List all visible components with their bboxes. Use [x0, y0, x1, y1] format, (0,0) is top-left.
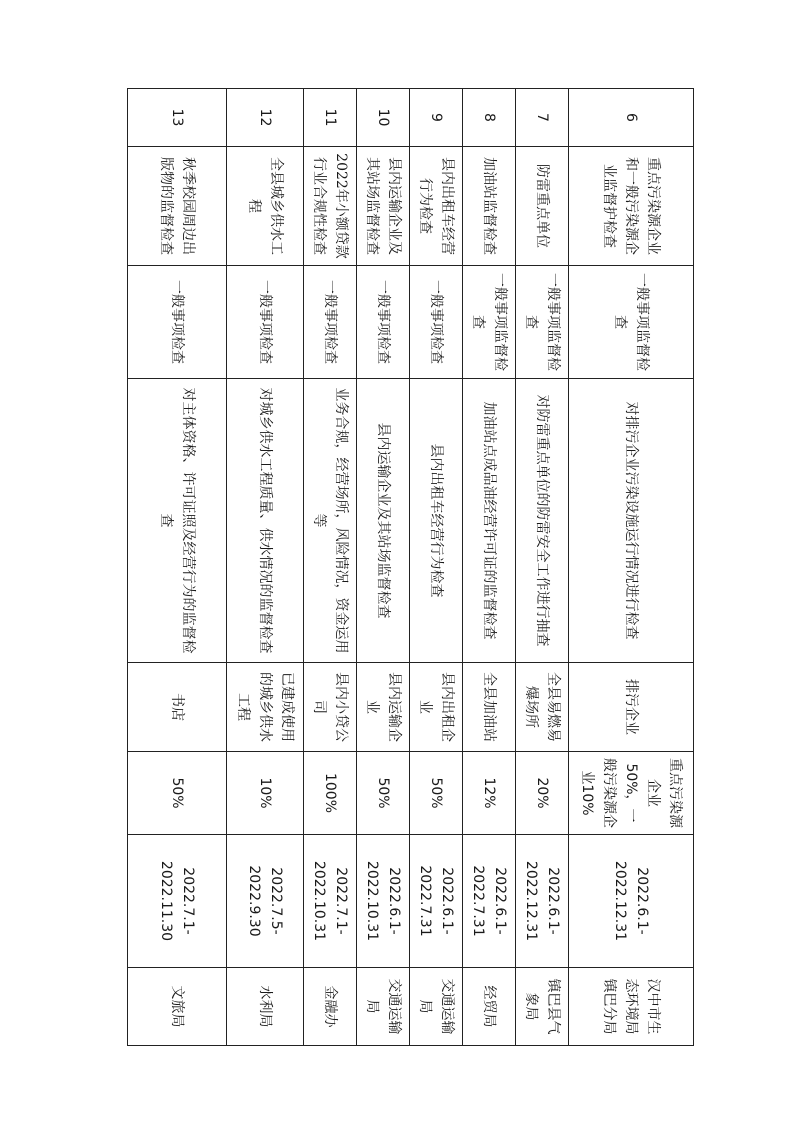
check-period: 2022.6.1-2022.12.31: [569, 835, 694, 968]
check-type: 一般事项监督检查: [516, 266, 569, 379]
check-ratio: 12%: [463, 752, 516, 835]
check-content: 业务合规，经营场所，风险情况，资金运用等: [303, 379, 356, 663]
check-ratio: 50%: [409, 752, 462, 835]
check-object: 县内运输企业: [356, 663, 409, 752]
row-number: 7: [516, 89, 569, 147]
item-name: 全县城乡供水工程: [226, 147, 303, 266]
item-name: 县内出租车经营行为检查: [409, 147, 462, 266]
check-type: 一般事项监督检查: [569, 266, 694, 379]
check-type: 一般事项检查: [128, 266, 227, 379]
check-object: 书店: [128, 663, 227, 752]
check-content: 加油站点成品油经营许可证的监督检查: [463, 379, 516, 663]
responsible-dept: 镇巴县气象局: [516, 968, 569, 1046]
table-row: [128, 89, 227, 1046]
check-period: 2022.7.1-2022.11.30: [128, 835, 227, 968]
check-object: 县内小贷公司: [303, 663, 356, 752]
table-row: [409, 89, 462, 1046]
check-type: 一般事项检查: [226, 266, 303, 379]
table-row: [226, 89, 303, 1046]
check-type: 一般事项检查: [409, 266, 462, 379]
item-name: 2022年小额贷款行业合规性检查: [303, 147, 356, 266]
responsible-dept: 汉中市生态环境局镇巴分局: [569, 968, 694, 1046]
row-number: 10: [356, 89, 409, 147]
check-ratio: 20%: [516, 752, 569, 835]
check-object: 全县加油站: [463, 663, 516, 752]
check-ratio: 10%: [226, 752, 303, 835]
check-period: 2022.6.1-2022.12.31: [516, 835, 569, 968]
row-number: 12: [226, 89, 303, 147]
check-ratio: 重点污染源企业50%，一般污染源企业10%: [569, 752, 694, 835]
responsible-dept: 文旅局: [128, 968, 227, 1046]
check-period: 2022.6.1-2022.10.31: [356, 835, 409, 968]
table-row: [463, 89, 516, 1046]
check-object: 排污企业: [569, 663, 694, 752]
check-type: 一般事项检查: [356, 266, 409, 379]
check-type: 一般事项监督检查: [463, 266, 516, 379]
inspection-table: [127, 88, 694, 1046]
row-number: 8: [463, 89, 516, 147]
check-object: 县内出租企业: [409, 663, 462, 752]
rotated-table-sheet: [127, 88, 694, 1045]
check-content: 县内运输企业及其站场监督检查: [356, 379, 409, 663]
check-ratio: 50%: [128, 752, 227, 835]
check-ratio: 50%: [356, 752, 409, 835]
check-period: 2022.7.1-2022.10.31: [303, 835, 356, 968]
check-content: 对排污企业污染设施运行情况进行检查: [569, 379, 694, 663]
row-number: 13: [128, 89, 227, 147]
check-content: 对防雷重点单位的防雷安全工作进行抽查: [516, 379, 569, 663]
responsible-dept: 交通运输局: [356, 968, 409, 1046]
check-content: 对城乡供水工程质量、供水情况的监督检查: [226, 379, 303, 663]
responsible-dept: 金融办: [303, 968, 356, 1046]
check-ratio: 100%: [303, 752, 356, 835]
responsible-dept: 交通运输局: [409, 968, 462, 1046]
row-number: 9: [409, 89, 462, 147]
item-name: 重点污染源企业和一般污染源企业监督护检查: [569, 147, 694, 266]
row-number: 11: [303, 89, 356, 147]
check-content: 县内出租车经营行为检查: [409, 379, 462, 663]
table-row: [356, 89, 409, 1046]
table-row: [303, 89, 356, 1046]
row-number: 6: [569, 89, 694, 147]
responsible-dept: 水利局: [226, 968, 303, 1046]
check-period: 2022.6.1-2022.7.31: [463, 835, 516, 968]
item-name: 秋季校园周边出版物的监督检查: [128, 147, 227, 266]
table-row: [516, 89, 569, 1046]
responsible-dept: 经贸局: [463, 968, 516, 1046]
check-content: 对主体资格、许可证照及经营行为的监督检查: [128, 379, 227, 663]
item-name: 防雷重点单位: [516, 147, 569, 266]
check-type: 一般事项检查: [303, 266, 356, 379]
check-period: 2022.6.1-2022.7.31: [409, 835, 462, 968]
item-name: 加油站监督检查: [463, 147, 516, 266]
item-name: 县内运输企业及其站场监督检查: [356, 147, 409, 266]
check-period: 2022.7.5-2022.9.30: [226, 835, 303, 968]
check-object: 已建成使用的城乡供水工程: [226, 663, 303, 752]
table-row: [569, 89, 694, 1046]
check-object: 全县易燃易爆场所: [516, 663, 569, 752]
